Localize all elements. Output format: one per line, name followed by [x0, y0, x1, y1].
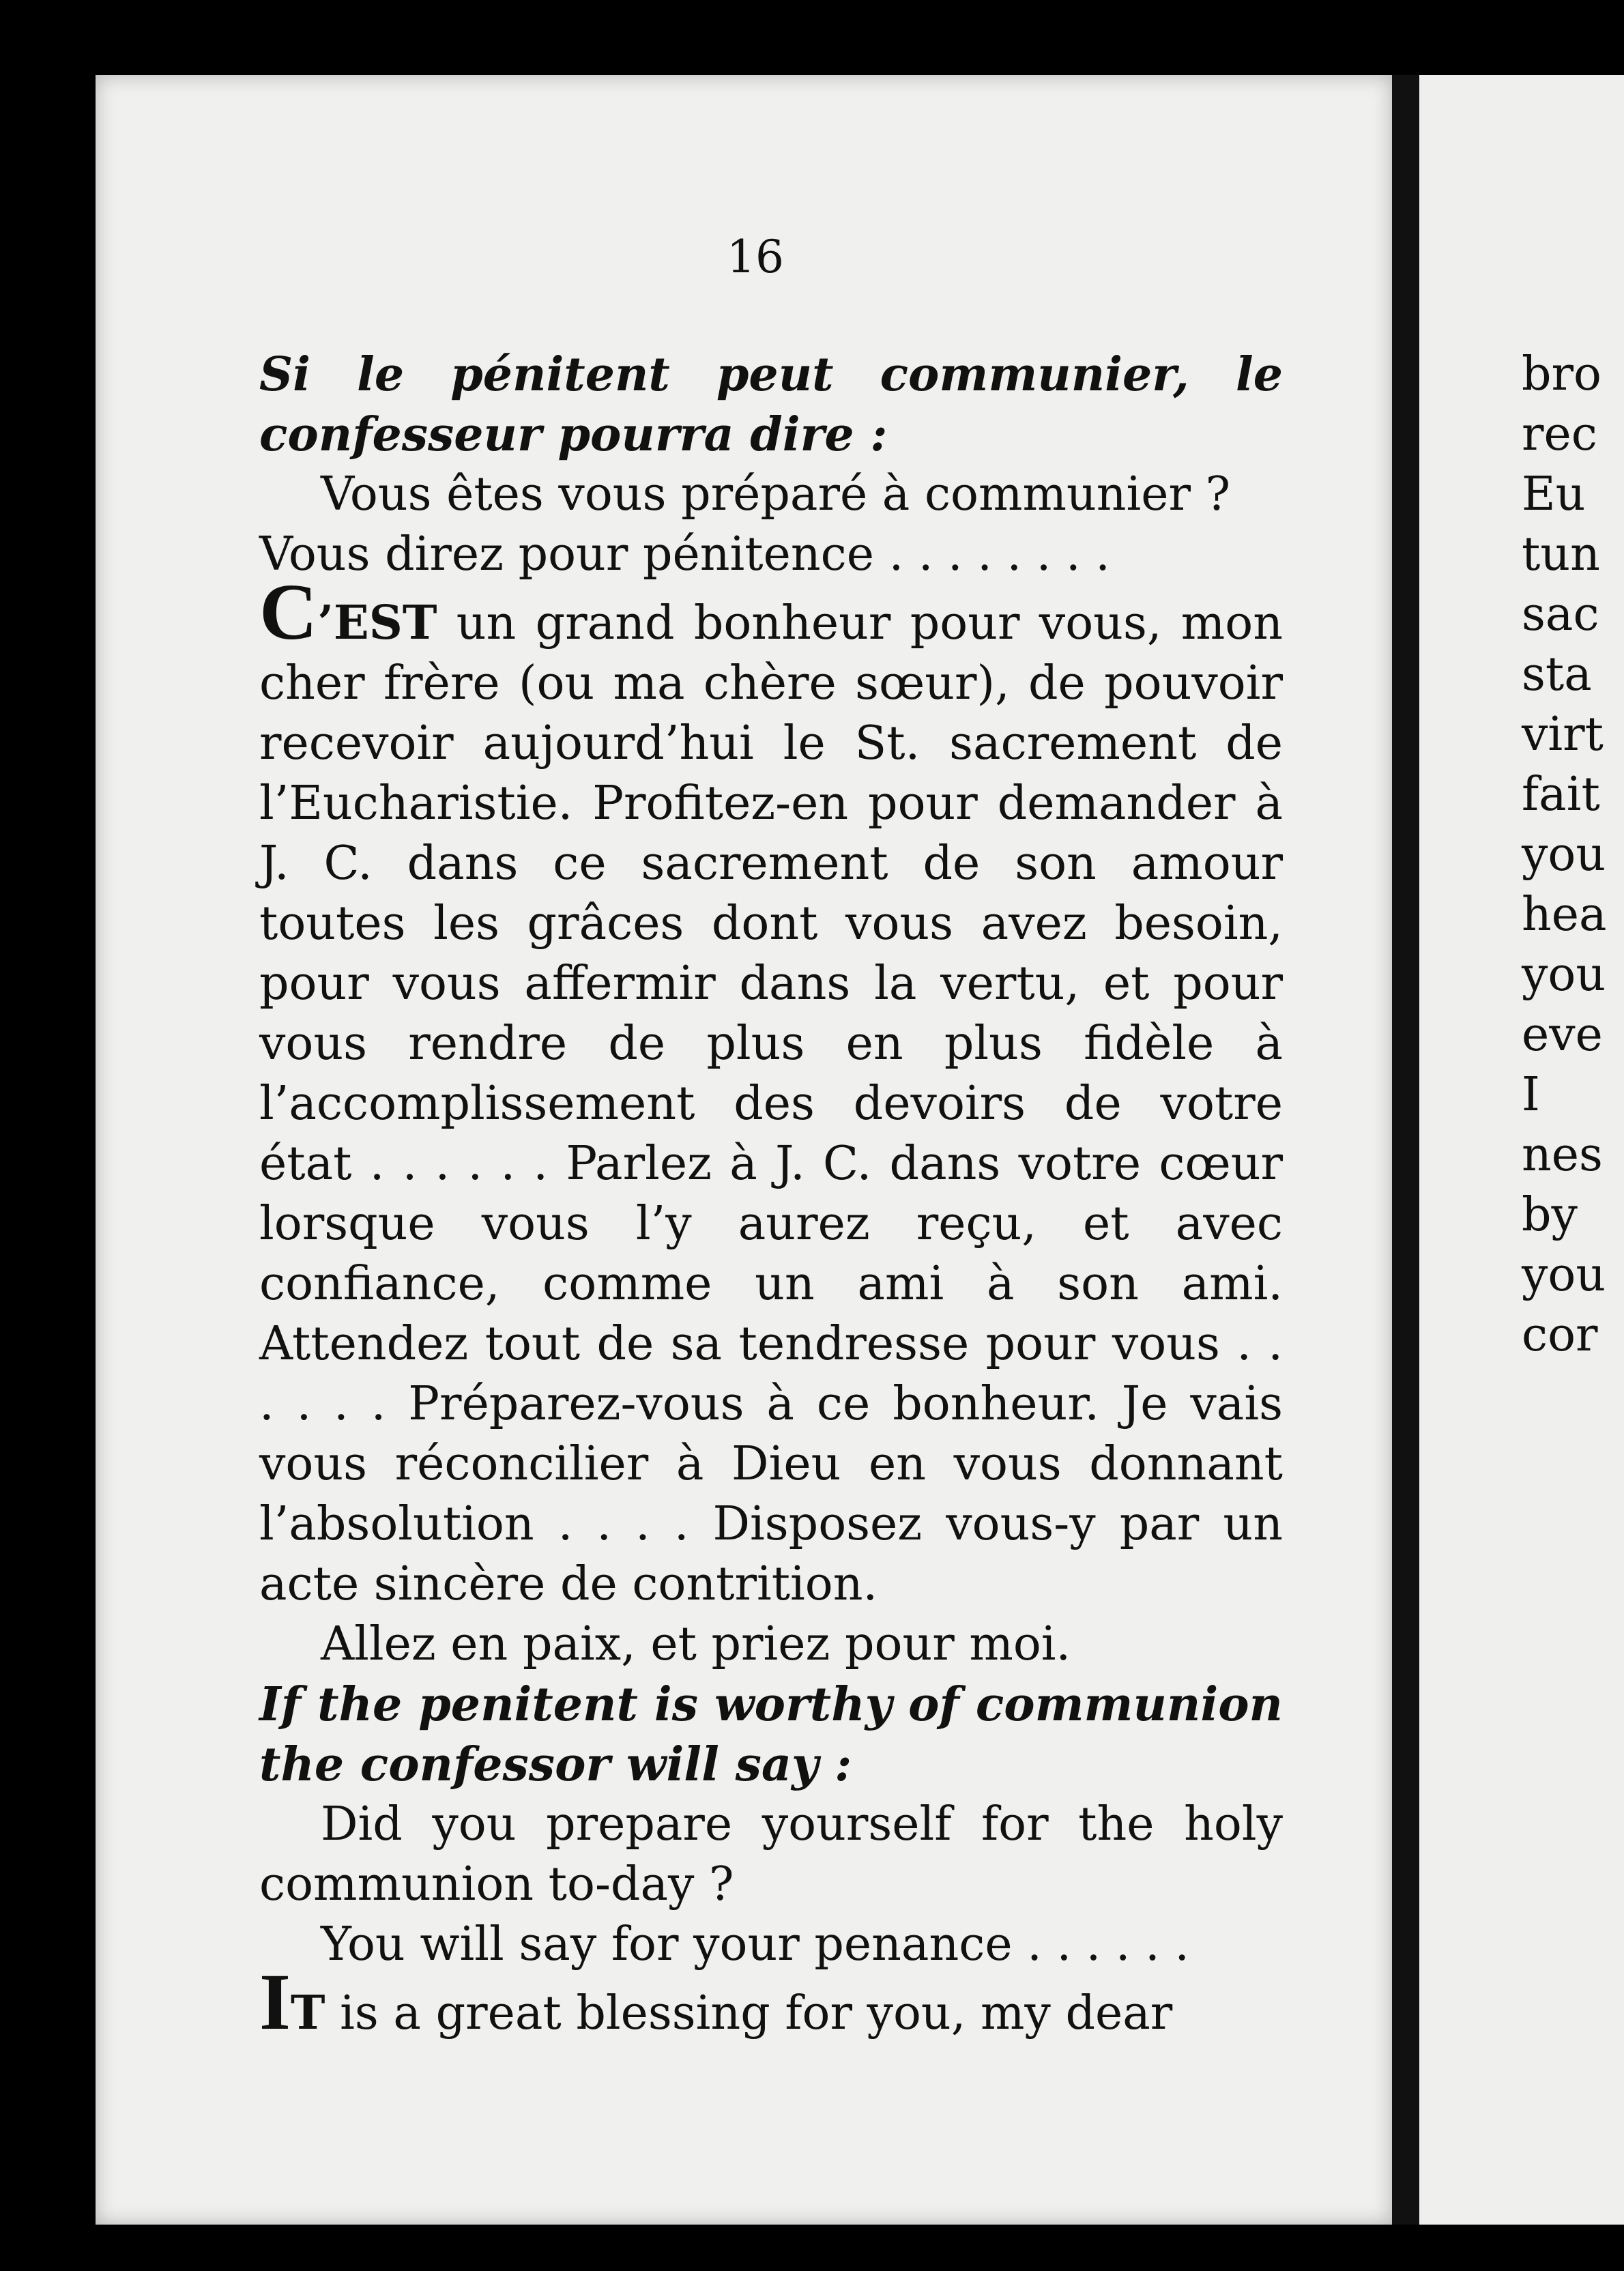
dropcap-english: I: [259, 1957, 291, 2046]
dropcap-rest-english: T: [290, 1986, 325, 2040]
fragment-line: rec: [1522, 407, 1597, 461]
dropcap-french: C: [259, 567, 318, 656]
rubric-english: If the penitent is worthy of communion the confessor will say :: [259, 1677, 1283, 1792]
book-spine: [1392, 75, 1419, 2225]
paragraph-french: [259, 567, 1283, 1615]
page-number: 16: [727, 231, 784, 283]
fragment-line: nes: [1522, 1128, 1603, 1182]
closing-french: Allez en paix, et priez pour moi.: [321, 1617, 1071, 1671]
body-english: is a great blessing for you, my dear: [340, 1986, 1173, 2040]
dropcap-rest-french: ’EST: [317, 596, 437, 650]
fragment-line: sac: [1522, 588, 1599, 641]
fragment-line: sta: [1522, 648, 1592, 701]
fragment-line: you: [1522, 828, 1606, 882]
fragment-line: fait: [1522, 768, 1600, 822]
fragment-line: tun: [1522, 527, 1600, 581]
fragment-line: by: [1522, 1188, 1578, 1242]
fragment-line: I: [1522, 1068, 1540, 1122]
question-english: Did you prepare yourself for the holy communion to-day ?: [259, 1797, 1283, 1911]
fragment-line: eve: [1522, 1008, 1603, 1062]
left-page-text: [259, 345, 1283, 2044]
question-french: Vous êtes vous préparé à communier ?: [321, 467, 1231, 521]
paragraph-english: [259, 1957, 1283, 2046]
fragment-line: you: [1522, 948, 1606, 1002]
penance-french: Vous direz pour pénitence . . . . . . . .: [259, 527, 1110, 581]
fragment-line: Eu: [1522, 467, 1586, 521]
penance-english: You will say for your penance . . . . . .: [321, 1918, 1189, 1971]
fragment-line: hea: [1522, 888, 1607, 942]
rubric-french: Si le pénitent peut communier, le confesseur pourra dire :: [259, 347, 1283, 462]
right-page-text-fragments: [1522, 345, 1607, 1365]
fragment-line: bro: [1522, 347, 1601, 401]
fragment-line: cor: [1522, 1308, 1598, 1362]
body-french: un grand bonheur pour vous, mon cher frère (ou ma chère sœur), de pouvoir recevoir aujourd’hui le St. sacrement de l’Eucharistie. Profitez-en pour demander à J. C. dans ce sacrement de son amour toutes les grâces dont vous avez besoin, pour vous affermir dans la vertu, et pour vous rendre de plus en plus fidèle à l’accomplissement des devoirs de votre état . . . . . . Parlez à J. C. dans votre cœur lorsque vous l’y aurez reçu, et avec confiance, comme un ami à son ami. Attendez tout de sa tendresse pour vous . . . . . . Préparez-vous à ce bonheur. Je vais vous réconcilier à Dieu en vous donnant l’absolution . . . . Disposez vous-y par un acte sincère de contrition.: [259, 596, 1283, 1611]
fragment-line: virt: [1522, 708, 1604, 762]
fragment-line: you: [1522, 1248, 1606, 1302]
